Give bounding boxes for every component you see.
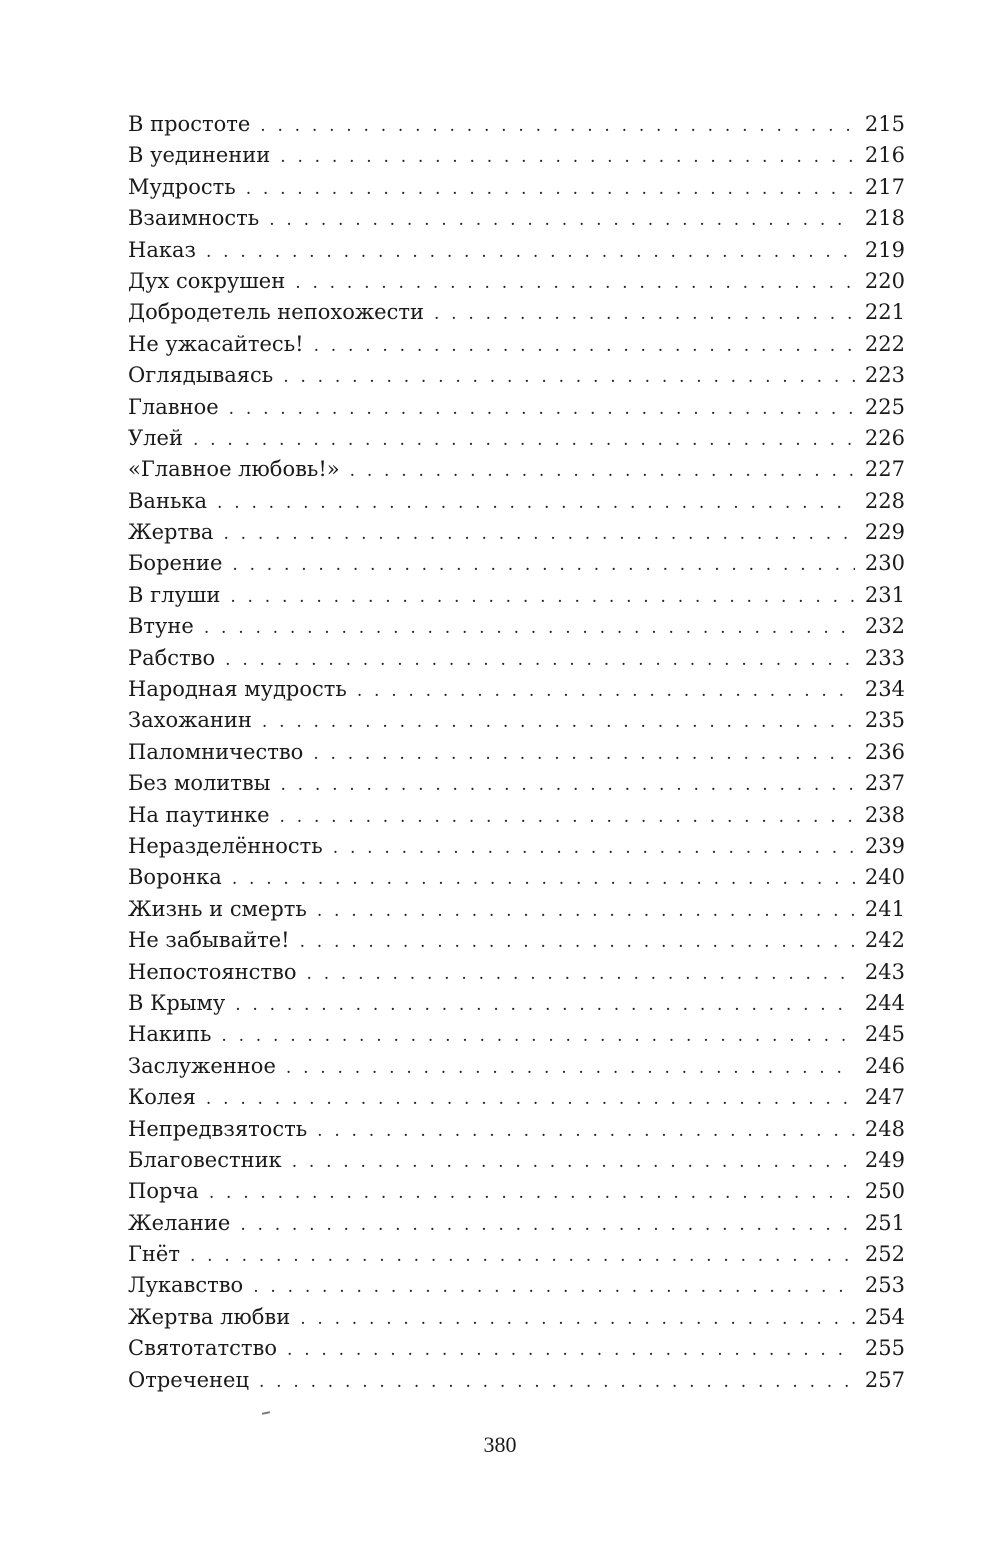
- dot-leader: [190, 1241, 855, 1272]
- toc-entry-page: 250: [864, 1179, 905, 1204]
- toc-entry: [128, 392, 905, 423]
- toc-entry-page: 216: [864, 143, 905, 168]
- toc-entry-title: Втуне: [128, 614, 194, 639]
- toc-entry-title: Отреченец: [128, 1367, 249, 1392]
- toc-entry-page: 233: [864, 645, 905, 670]
- toc-entry: [128, 925, 905, 956]
- dot-leader: [193, 425, 855, 456]
- toc-entry-page: 222: [864, 331, 905, 356]
- dot-leader: [317, 896, 855, 927]
- toc-entry-title: Неразделённость: [128, 833, 323, 858]
- toc-entry: [128, 1365, 905, 1396]
- toc-entry-page: 254: [864, 1304, 905, 1329]
- toc-entry-page: 243: [864, 959, 905, 984]
- toc-entry: [128, 109, 905, 140]
- toc-entry: [128, 329, 905, 360]
- toc-entry: [128, 1302, 905, 1333]
- print-speck: [262, 1411, 270, 1415]
- toc-entry-title: Мудрость: [128, 174, 236, 199]
- toc-entry-title: Гнёт: [128, 1242, 180, 1267]
- dot-leader: [230, 582, 855, 613]
- toc-entry: [128, 862, 905, 893]
- toc-entry: [128, 737, 905, 768]
- toc-entry-title: Ванька: [128, 488, 208, 513]
- toc-entry: [128, 454, 905, 485]
- toc-entry-title: Борение: [128, 551, 223, 576]
- dot-leader: [235, 990, 855, 1021]
- toc-entry-title: Порча: [128, 1179, 199, 1204]
- toc-entry: [128, 1114, 905, 1145]
- toc-entry-page: 215: [864, 112, 905, 136]
- dot-leader: [204, 613, 855, 644]
- dot-leader: [217, 488, 855, 519]
- toc-entry-page: 237: [864, 771, 905, 796]
- toc-entry: [128, 1176, 905, 1207]
- toc-entry-page: 238: [864, 802, 905, 827]
- dot-leader: [357, 676, 855, 707]
- dot-leader: [280, 802, 855, 833]
- toc-entry: [128, 140, 905, 171]
- toc-entry-page: 218: [864, 206, 905, 231]
- toc-entry: [128, 894, 905, 925]
- toc-entry-page: 257: [864, 1367, 905, 1392]
- toc-entry-page: 221: [864, 300, 905, 325]
- dot-leader: [300, 927, 855, 958]
- toc-entry-page: 217: [864, 174, 905, 199]
- toc-entry-page: 251: [864, 1210, 905, 1235]
- dot-leader: [287, 1335, 855, 1366]
- toc-entry-title: Оглядываясь: [128, 363, 274, 388]
- dot-leader: [221, 1021, 855, 1052]
- toc-entry-title: Желание: [128, 1210, 231, 1235]
- toc-entry-title: Главное: [128, 394, 219, 419]
- toc-entry: [128, 297, 905, 328]
- toc-entry: [128, 1208, 905, 1239]
- toc-entry-page: 227: [864, 457, 905, 482]
- toc-entry-title: Жертва: [128, 520, 214, 545]
- toc-entry-page: 223: [864, 363, 905, 388]
- dot-leader: [225, 645, 855, 676]
- toc-entry-title: На паутинке: [128, 802, 270, 827]
- toc-entry-page: 242: [864, 928, 905, 953]
- toc-entry-page: 253: [864, 1273, 905, 1298]
- toc-entry-page: 225: [864, 394, 905, 419]
- dot-leader: [295, 268, 855, 299]
- toc-entry-page: 230: [864, 551, 905, 576]
- toc-entry: [128, 423, 905, 454]
- toc-entry-page: 219: [864, 237, 905, 262]
- dot-leader: [286, 1053, 855, 1084]
- toc-entry-title: Народная мудрость: [128, 677, 347, 702]
- dot-leader: [314, 331, 855, 362]
- toc-entry: [128, 548, 905, 579]
- toc-entry-title: В Крыму: [128, 990, 226, 1015]
- toc-entry-title: «Главное любовь!»: [128, 457, 340, 482]
- toc-entry: [128, 486, 905, 517]
- toc-entry-page: 249: [864, 1147, 905, 1172]
- toc-entry-title: Благовестник: [128, 1147, 282, 1172]
- dot-leader: [229, 394, 855, 425]
- dot-leader: [350, 456, 855, 487]
- toc-entry-title: Колея: [128, 1085, 196, 1110]
- toc-entry: [128, 360, 905, 391]
- toc-entry: [128, 1239, 905, 1270]
- toc-entry-title: Лукавство: [128, 1273, 244, 1298]
- toc-entry: [128, 768, 905, 799]
- toc-entry: [128, 957, 905, 988]
- toc-entry: [128, 203, 905, 234]
- toc-entry-title: В уединении: [128, 143, 271, 168]
- toc-entry: [128, 1333, 905, 1364]
- toc-entry-page: 228: [864, 488, 905, 513]
- dot-leader: [232, 864, 855, 895]
- toc-entry: [128, 831, 905, 862]
- toc-entry-title: Захожанин: [128, 708, 252, 733]
- dot-leader: [280, 142, 855, 173]
- toc-entry-page: 229: [864, 520, 905, 545]
- toc-entry-page: 247: [864, 1085, 905, 1110]
- toc-entry: [128, 674, 905, 705]
- toc-entry-page: 239: [864, 833, 905, 858]
- toc-entry-page: 220: [864, 268, 905, 293]
- page-number: 380: [483, 1432, 517, 1457]
- dot-leader: [292, 1147, 855, 1178]
- toc-entry: [128, 235, 905, 266]
- toc-entry-page: 240: [864, 865, 905, 890]
- dot-leader: [223, 519, 854, 550]
- toc-entry-page: 246: [864, 1053, 905, 1078]
- toc-entry-page: 232: [864, 614, 905, 639]
- toc-entry-page: 235: [864, 708, 905, 733]
- toc-entry: [128, 580, 905, 611]
- toc-entry-page: 245: [864, 1022, 905, 1047]
- toc-entry-page: 236: [864, 739, 905, 764]
- dot-leader: [246, 174, 855, 205]
- dot-leader: [300, 1304, 855, 1335]
- toc-entry-title: Улей: [128, 425, 183, 450]
- toc-entry: [128, 1051, 905, 1082]
- toc-entry-title: Накипь: [128, 1022, 212, 1047]
- dot-leader: [280, 770, 854, 801]
- toc-entry: [128, 705, 905, 736]
- dot-leader: [317, 1116, 855, 1147]
- toc-entry-title: Без молитвы: [128, 771, 271, 796]
- toc-entry-title: Паломничество: [128, 739, 304, 764]
- toc-entry: [128, 172, 905, 203]
- dot-leader: [307, 959, 855, 990]
- toc-entry: [128, 643, 905, 674]
- toc-entry-title: Непостоянство: [128, 959, 297, 984]
- toc-entry-title: Жертва любви: [128, 1304, 291, 1329]
- toc-entry-title: В глуши: [128, 582, 221, 607]
- toc-entry-title: Святотатство: [128, 1336, 277, 1361]
- toc-entry: [128, 1082, 905, 1113]
- toc-entry-page: 226: [864, 425, 905, 450]
- toc-entry: [128, 611, 905, 642]
- toc-entry: [128, 1270, 905, 1301]
- dot-leader: [269, 205, 855, 236]
- toc-entry-title: Наказ: [128, 237, 196, 262]
- toc-entry: [128, 1145, 905, 1176]
- toc-entry-title: В простоте: [128, 112, 251, 136]
- toc-entry-title: Жизнь и смерть: [128, 896, 307, 921]
- toc-entry: [128, 517, 905, 548]
- toc-entry-page: 234: [864, 677, 905, 702]
- dot-leader: [283, 362, 855, 393]
- dot-leader: [259, 1367, 855, 1398]
- toc-entry-title: Воронка: [128, 865, 222, 890]
- toc-entry: [128, 266, 905, 297]
- dot-leader: [206, 237, 855, 268]
- dot-leader: [232, 550, 855, 581]
- dot-leader: [209, 1178, 855, 1209]
- dot-leader: [262, 707, 855, 738]
- toc-entry-page: 255: [864, 1336, 905, 1361]
- toc-entry-page: 248: [864, 1116, 905, 1141]
- toc-entry-title: Заслуженное: [128, 1053, 276, 1078]
- dot-leader: [434, 299, 855, 330]
- dot-leader: [313, 739, 855, 770]
- toc-entry: [128, 1019, 905, 1050]
- dot-leader: [333, 833, 855, 864]
- toc-entry-title: Рабство: [128, 645, 216, 670]
- dot-leader: [206, 1084, 855, 1115]
- toc-entry-title: Дух сокрушен: [128, 268, 286, 293]
- toc-entry-title: Взаимность: [128, 206, 260, 231]
- toc-entry: [128, 988, 905, 1019]
- table-of-contents: [128, 109, 905, 1396]
- toc-entry-page: 241: [864, 896, 905, 921]
- toc-entry-page: 244: [864, 990, 905, 1015]
- toc-entry-title: Добродетель непохожести: [128, 300, 424, 325]
- toc-entry-title: Не забывайте!: [128, 928, 290, 953]
- toc-entry: [128, 800, 905, 831]
- dot-leader: [240, 1210, 855, 1241]
- toc-entry-title: Непредвзятость: [128, 1116, 308, 1141]
- toc-entry-page: 231: [864, 582, 905, 607]
- toc-entry-page: 252: [864, 1242, 905, 1267]
- dot-leader: [253, 1272, 855, 1303]
- toc-entry-title: Не ужасайтесь!: [128, 331, 304, 356]
- dot-leader: [260, 111, 855, 142]
